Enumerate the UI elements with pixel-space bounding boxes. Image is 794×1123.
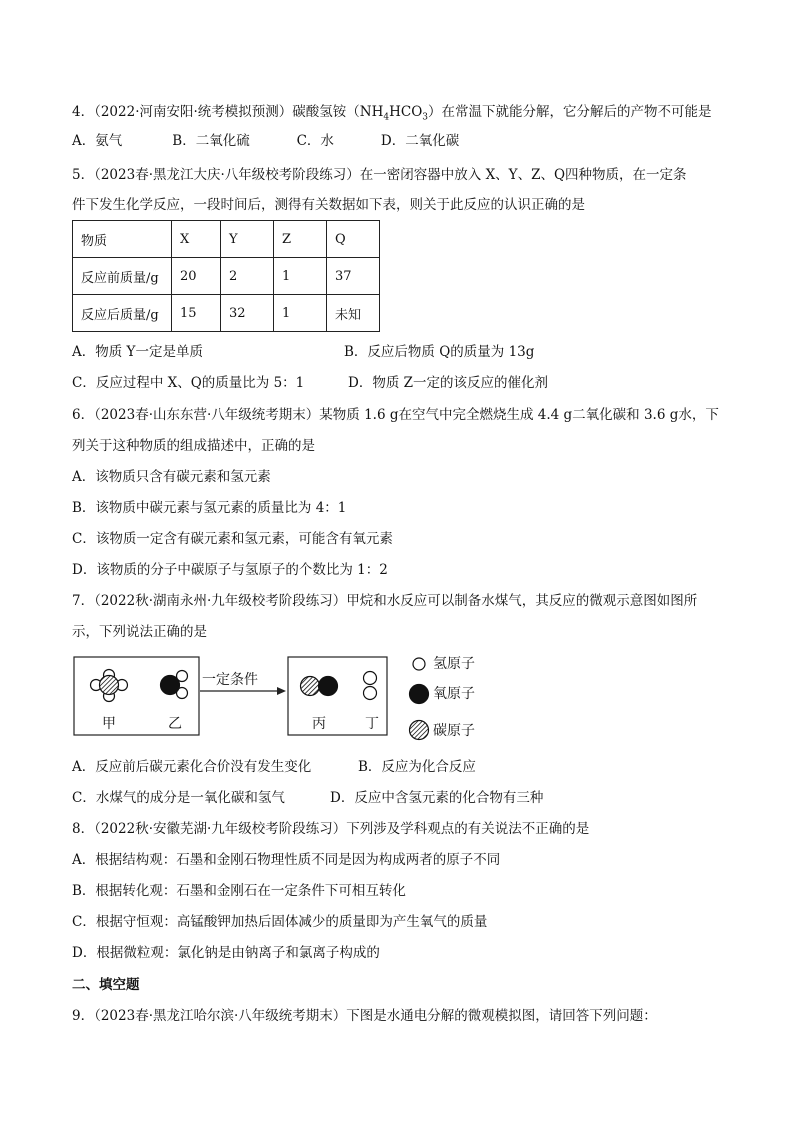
q5-stem-line2: 件下发生化学反应，一段时间后，测得有关数据如下表，则关于此反应的认识正确的是 (72, 197, 585, 213)
table-cell: 物质 (73, 221, 172, 258)
table-row (73, 295, 380, 332)
q9-stem: 9．（2023春·黑龙江哈尔滨·八年级统考期末）下图是水通电分解的微观模拟图，请回答下列问题： (72, 1008, 657, 1024)
q7-stem-line1: 7．（2022秋·湖南永州·九年级校考阶段练习）甲烷和水反应可以制备水煤气，其反应的微观示意图如图所 (72, 593, 698, 609)
q7-option-a[interactable]: A．反应前后碳元素化合价没有发生变化 (72, 759, 312, 775)
q7-stem-line2: 示，下列说法正确的是 (72, 624, 207, 640)
table-cell: 反应后质量/g (73, 295, 172, 332)
q4-option-b[interactable]: B．二氧化硫 (172, 133, 250, 149)
table-cell: 32 (221, 295, 274, 332)
hydrogen-atom-icon (413, 658, 425, 670)
table-cell: 37 (327, 258, 380, 295)
q4-stem: 4．（2022·河南安阳·统考模拟预测）碳酸氢铵$(NH_4HCO_3)$在常温下就能分解，它分解后的产物不可能是 (72, 104, 712, 123)
arrow-condition-label: 一定条件 (202, 672, 258, 688)
label-ding: 丁 (365, 716, 379, 732)
table-cell: Q (327, 221, 380, 258)
q4-option-a[interactable]: A．氨气 (72, 133, 123, 149)
legend-hydrogen-label: 氢原子 (433, 656, 475, 672)
q5-option-d[interactable]: D．物质 Z一定的该反应的催化剂 (348, 375, 548, 391)
oxygen-atom-icon (410, 685, 429, 704)
q6-stem-line1: 6．（2023春·山东东营·八年级统考期末）某物质 1.6 g在空气中完全燃烧生成 4.4 g二氧化碳和 3.6 g水，下 (72, 407, 719, 423)
table-cell: Z (274, 221, 327, 258)
carbon-atom-icon (410, 721, 429, 740)
q6-option-c[interactable]: C．该物质一定含有碳元素和氢元素，可能含有氧元素 (72, 531, 393, 547)
table-cell: 反应前质量/g (73, 258, 172, 295)
q5-option-b[interactable]: B．反应后物质 Q的质量为 13g (344, 344, 535, 360)
table-cell: Y (221, 221, 274, 258)
q4-options (72, 131, 459, 151)
q5-option-c[interactable]: C．反应过程中 X、Q的质量比为 5：1 (72, 375, 305, 391)
q5-stem-line1: 5．（2023春·黑龙江大庆·八年级校考阶段练习）在一密闭容器中放入 X、Y、Z、Q四种物质，在一定条 (72, 167, 687, 183)
arrow-head-icon (277, 687, 286, 695)
table-cell: 1 (274, 258, 327, 295)
q7-option-c[interactable]: C．水煤气的成分是一氧化碳和氢气 (72, 790, 285, 806)
section-title-fill-in: 二、填空题 (72, 977, 140, 993)
table-cell: 20 (172, 258, 221, 295)
label-jia: 甲 (102, 716, 116, 732)
q6-option-b[interactable]: B．该物质中碳元素与氢元素的质量比为 4：1 (72, 500, 347, 516)
q6-option-a[interactable]: A．该物质只含有碳元素和氢元素 (72, 469, 271, 485)
carbon-monoxide-molecule (301, 677, 338, 696)
label-bing: 丙 (312, 716, 326, 732)
table-cell: 2 (221, 258, 274, 295)
q8-option-b[interactable]: B．根据转化观：石墨和金刚石在一定条件下可相互转化 (72, 883, 406, 899)
methane-molecule (91, 670, 128, 702)
hydrogen-molecule (364, 672, 377, 700)
q6-option-d[interactable]: D．该物质的分子中碳原子与氢原子的个数比为 1：2 (72, 562, 388, 578)
table-cell: 未知 (327, 295, 380, 332)
label-yi: 乙 (168, 716, 182, 732)
q6-stem-line2: 列关于这种物质的组成描述中，正确的是 (72, 438, 315, 454)
table-row (73, 258, 380, 295)
legend-oxygen-label: 氧原子 (433, 686, 475, 702)
q8-option-d[interactable]: D．根据微粒观：氯化钠是由钠离子和氯离子构成的 (72, 945, 380, 961)
q7-reaction-diagram (72, 650, 512, 746)
legend-carbon-label: 碳原子 (433, 723, 475, 739)
q7-option-b[interactable]: B．反应为化合反应 (358, 759, 476, 775)
water-molecule (161, 671, 188, 699)
q8-option-a[interactable]: A．根据结构观：石墨和金刚石物理性质不同是因为构成两者的原子不同 (72, 852, 501, 868)
q4-option-d[interactable]: D．二氧化碳 (380, 133, 460, 149)
table-cell: 1 (274, 295, 327, 332)
table-cell: 15 (172, 295, 221, 332)
q7-option-d[interactable]: D．反应中含氢元素的化合物有三种 (330, 790, 544, 806)
q8-stem: 8．（2022秋·安徽芜湖·九年级校考阶段练习）下列涉及学科观点的有关说法不正确的是 (72, 821, 590, 837)
q5-option-a[interactable]: A．物质 Y一定是单质 (72, 344, 203, 360)
q8-option-c[interactable]: C．根据守恒观：高锰酸钾加热后固体减少的质量即为产生氧气的质量 (72, 914, 488, 930)
table-row (73, 221, 380, 258)
q4-option-c[interactable]: C．水 (296, 133, 334, 149)
table-cell: X (172, 221, 221, 258)
legend (410, 656, 476, 740)
q5-data-table (72, 220, 380, 332)
